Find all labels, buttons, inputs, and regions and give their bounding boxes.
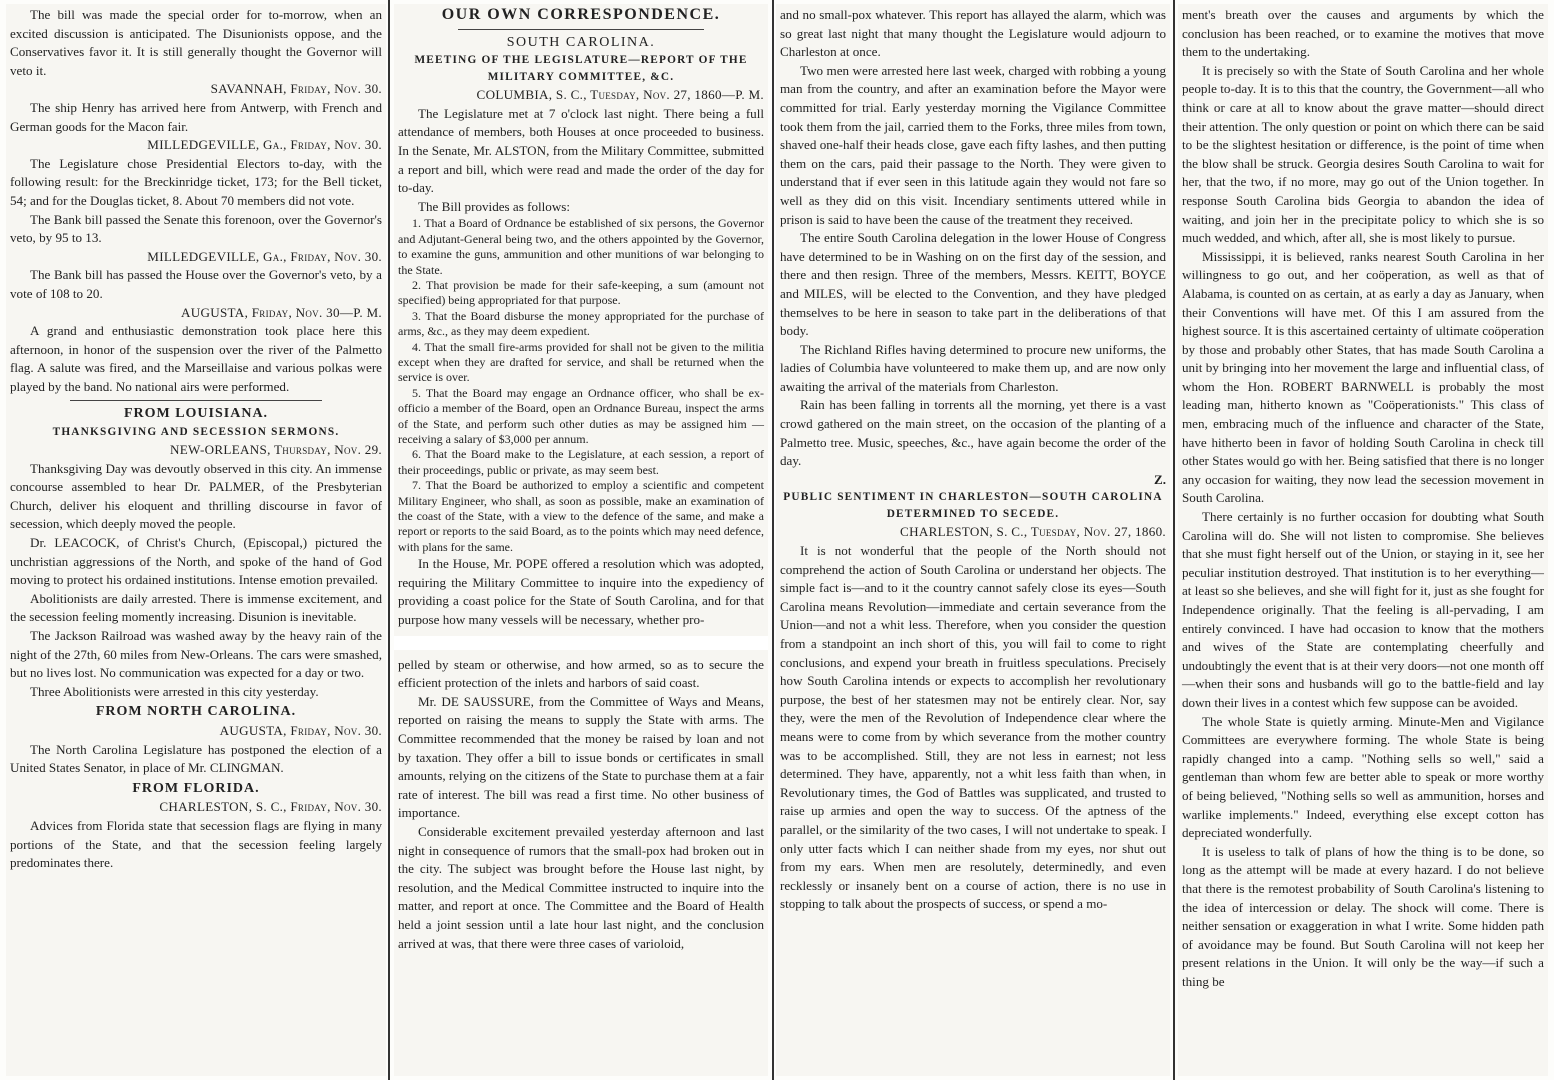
paragraph: The whole State is quietly arming. Minute-Men and Vigilance Committees are everywhere forming. The whole State is being rapidly changed into a camp. "Nothing sells so well," said a gentleman than whom few are better able to speak or more worthy of being believed, "Nothing sells so well as ammunition, horses and warlike implements." Indeed, everything else except cotton has depreciated wonderfully.: [1182, 713, 1544, 841]
paragraph: It is precisely so with the State of South Carolina and her whole people to-day. It is to this that the country, the Government—all who think or care at all to know about the grave matter—should direct their attention. The only question or point on which there can be said to be the slightest hesitation or difference, is the point of time when the blow shall be struck. Georgia desires South Carolina to wait for her, that the two, if no more, may go out of the Union together. In response South Carolina bids Georgia to abandon the idea of waiting, and join her in the precipitate policy to which she is so much wedded, and which, after all, she is most likely to pursue.: [1182, 62, 1544, 246]
paragraph: and no small-pox whatever. This report has allayed the alarm, which was so great last night that many thought the Legislature would adjourn to Charleston at once.: [780, 7, 1166, 60]
paragraph: Three Abolitionists were arrested in this city yesterday.: [30, 683, 319, 699]
paragraph: Considerable excitement prevailed yesterday afternoon and last night in consequence of rumors that the small-pox had broken out in the city. The subject was brought before the House last night, by resolution, and the Medical Committee instructed to inquire into the matter, and report at once. The Committee and the Board of Health held a joint session until a late hour last night, and the conclusion arrived at was, that there were three cases of varioloid,: [398, 824, 764, 951]
paragraph: A grand and enthusiastic demonstration took place here this afternoon, in honor of the suspension over the river of the Palmetto flag. A salute was fired, and the Marseillaise and various polkas were played by the band. No national airs were performed.: [10, 323, 382, 394]
dateline: MILLEDGEVILLE, Ga., Friday, Nov. 30.: [147, 137, 382, 153]
column-rule: [772, 0, 774, 1080]
paragraph: Thanksgiving Day was devoutly observed in this city. An immense concourse assembled to hear Dr. PALMER, of the Presbyterian Church, deliver his eloquent and thrilling discourse in favor of secession, which deeply moved the people.: [10, 460, 382, 532]
paragraph: It is not wonderful that the people of the North should not comprehend the action of South Carolina or understand her objects. The simple fact is—and to it the country cannot safely close its eyes—South Carolina means Revolution—immediate and certain severance from the Union—and not a whit less. Therefore, when you consider the question from a standpoint an inch short of this, you will fail to come to right conclusions, and expend your breath in fruitless speculations. Precisely how South Carolina intends or expects to accomplish her revolutionary purpose, the best of her statesmen may not be entirely clear. Nor, say they, were the men of the Revolution of Independence clear where the means were to come from by which severance from the mother country was to be accomplished. Still, they are not less in earnest; not less determined. They have, apparently, not a whit less faith than when, in Revolutionary times, the God of Battles was supplicated, and trusted to raise up armies and open the way to success. Of the aptness of the parallel, or the similarity of the two cases, I will not undertake to speak. I only utter facts which I can neither shade from my eyes, nor shut out from my ears. When men are resolutely, determinedly, and even recklessly or insanely bent on a course of action, there is no use in stopping to talk about the prospects of success, or spend a mo-: [780, 543, 1166, 912]
paragraph: The Bank bill has passed the House over the Governor's veto, by a vote of 108 to 20.: [10, 267, 382, 301]
paragraph: ment's breath over the causes and arguments by which the conclusion has been reached, or to examine the motives that move them to the undertaking.: [1182, 7, 1544, 60]
dateline: AUGUSTA, Friday, Nov. 30—P. M.: [180, 304, 382, 320]
paragraph: The Bank bill passed the Senate this forenoon, over the Governor's veto, by 95 to 13.: [10, 211, 382, 246]
paragraph: The Jackson Railroad was washed away by the heavy rain of the night of the 27th, 60 miles from New-Orleans. The cars were smashed, but no lives lost. No communication was expected for a day or two.: [10, 628, 382, 681]
section-heading: FROM FLORIDA.: [132, 780, 260, 796]
paragraph: There certainly is no further occasion for doubting what South Carolina will do. She will not listen to compromise. She believes that she must fight herself out of the Union, or staying in it, see her peculiar institution destroyed. That institution is to her everything—at least so she believes, and she will fight for it, just as she fought for Independence originally. That the feeling is all-pervading, I am entirely convinced. I have had occasion to know that the mothers and wives of the State are contemplating cheerfully and undoubtingly the event that is at their very doors—not one month off—when their sons and husbands will go to the battle-field and lay down their lives in a contest which few suppose can be avoided.: [1182, 509, 1544, 710]
paragraph: The Bill provides as follows:: [418, 198, 571, 214]
paragraph: Mississippi, it is believed, ranks nearest South Carolina in her willingness to go out, and her coöperation, as well as that of Alabama, is counted on as certain, at as early a day as January, when their Conventions will have met. Of this I am assured from the highest source. It is this ascertained certainty of ultimate coöperation by those and probably other States, that has made South Carolina a unit by bringing into her movement the large and influential class, of whom the Hon. ROBERT BARNWELL is probably the most leading man, hitherto known as "Coöperationists." This class of men, embracing much of the influence and character of the State, have hitherto been in favor of holding South Carolina in check till other States would go with her. Being satisfied that there is no longer any occasion for waiting, they now lead the secession movement in South Carolina.: [1182, 248, 1544, 506]
section-heading: FROM NORTH CAROLINA.: [95, 704, 297, 720]
column-rule: [388, 0, 390, 1080]
paragraph: It is useless to talk of plans of how the thing is to be done, so long as the attempt will be made at every hazard. I do not believe that there is the remotest probability of South Carolina's listening to the idea of intercession or delay. The shock will come. There is neither sensation or exaggeration in what I write. Some hidden path of avoidance may be found. But South Carolina will not keep her present relations in the Union. It will only be the way—if such a thing be: [1182, 843, 1544, 989]
paragraph: The Legislature chose Presidential Electors to-day, with the following result: for the Breckinridge ticket, 173; for the Bell ticket, 54; and for the Douglas ticket, 8. About 70 members did not vote.: [10, 155, 382, 208]
dateline: CHARLESTON, S. C., Tuesday, Nov. 27, 1860.: [900, 524, 1166, 540]
bill-item: 3. That the Board disburse the money appropriated for the purchase of arms, &c., as they may deem expedient.: [398, 308, 764, 339]
paragraph: Rain has been falling in torrents all the morning, yet there is a vast crowd gathered on the main street, on the occasion of the planting of a Palmetto tree. Music, speeches, &c., have again become the order of the day.: [780, 397, 1166, 469]
paragraph: In the House, Mr. POPE offered a resolution which was adopted, requiring the Military Committee to inquire into the expediency of providing a coast police for the State of South Carolina, and for that purpose how many vessels will be necessary, whether pro-: [398, 556, 764, 628]
bill-item: 6. That the Board make to the Legislature, at each session, a report of their proceedings, public or private, as may seem best.: [398, 447, 764, 477]
subheading: THANKSGIVING AND SECESSION SERMONS.: [52, 426, 340, 439]
paragraph: Mr. DE SAUSSURE, from the Committee of Ways and Means, reported on raising the means to supply the State with arms. The Committee recommended that the money be raised by loan and not by taxation. They offer a bill to issue bonds or certificates in small amounts, relying on the citizens of the State to purchase them at a fair rate of interest. The bill was read a first time. No other business of importance.: [398, 693, 764, 821]
dateline: COLUMBIA, S. C., Tuesday, Nov. 27, 1860—P. M.: [476, 87, 764, 103]
column-2: [394, 4, 768, 1076]
signature: Z.: [1153, 471, 1166, 487]
paragraph: Abolitionists are daily arrested. There is immense excitement, and the secession feeling momently increasing. Disunion is inevitable.: [10, 590, 382, 625]
paragraph: Two men were arrested here last week, charged with robbing a young man from the country, and after an examination before the Mayor were committed for trial. Early yesterday morning the Vigilance Committee took them from the jail, carried them to the Forks, three miles from town, shaved one-half their heads close, gave each fifty lashes, and then putting them on the cars, paid their passage to the North. They were given to understand that if ever seen in this latitude again they would not fare so well as they did on this visit. Incendiary sentiments uttered while in prison is said to have been the cause of the treatment they received.: [780, 62, 1166, 227]
paragraph: Dr. LEACOCK, of Christ's Church, (Episcopal,) pictured the unchristian aggressions of the North, and spoke of the hand of God moving to protect his ordained institutions. Intense emotion prevailed.: [10, 535, 382, 588]
paragraph: Advices from Florida state that secession flags are flying in many portions of the State, and that the secession feeling largely predominates there.: [10, 817, 382, 871]
dateline: AUGUSTA, Friday, Nov. 30.: [219, 722, 382, 738]
bill-item: 7. That the Board be authorized to employ a scientific and competent Military Engineer, who shall, as soon as possible, make an examination of the coast of the State, with a view to the defence of the same, and make a report or reports to the said Board, as to the points which may need defence, with plans for the same.: [398, 478, 764, 554]
section-heading: FROM LOUISIANA.: [123, 406, 269, 422]
paragraph: The Richland Rifles having determined to procure new uniforms, the ladies of Columbia have volunteered to make them up, and are now only awaiting the arrival of the materials from Charleston.: [780, 341, 1166, 394]
paragraph: pelled by steam or otherwise, and how armed, so as to secure the efficient protection of the inlets and harbors of said coast.: [398, 656, 764, 691]
paragraph: The ship Henry has arrived here from Antwerp, with French and German goods for the Macon fair.: [10, 99, 382, 134]
bill-item: 4. That the small fire-arms provided for shall not be given to the militia except when they are drafted for service, and shall be returned when the service is over.: [398, 339, 764, 385]
column-4: [1178, 4, 1548, 1076]
paragraph: The North Carolina Legislature has postponed the election of a United States Senator, in place of Mr. CLINGMAN.: [10, 741, 382, 776]
dateline: CHARLESTON, S. C., Friday, Nov. 30.: [159, 799, 382, 815]
dateline: SAVANNAH, Friday, Nov. 30.: [210, 81, 382, 97]
column-1: [6, 4, 386, 1076]
paragraph: The Legislature met at 7 o'clock last night. There being a full attendance of members, both Houses at once proceeded to business. In the Senate, Mr. ALSTON, from the Military Committee, submitted a report and bill, which were read and made the order of the day for to-day.: [398, 105, 764, 196]
clipping-gap: [394, 636, 768, 650]
column-rule: [1173, 0, 1175, 1080]
column-3: [776, 4, 1170, 1076]
separator: [70, 400, 322, 401]
bill-item: 5. That the Board may engage an Ordnance officer, who shall be ex-officio a member of the Board, open an Ordnance Bureau, inspect the arms of the State, and perform such other duties as may be assigned him —receiving a salary of $3,000 per annum.: [398, 385, 764, 447]
subheading: PUBLIC SENTIMENT IN CHARLESTON—SOUTH CAROLINA DETERMINED TO SECEDE.: [783, 491, 1163, 521]
bill-item: 1. That a Board of Ordnance be established of six persons, the Governor and Adjutant-General being two, and the others appointed by the Governor, to examine the guns, ammunition and other munitions of war belonging to the State.: [398, 216, 764, 277]
state-heading: SOUTH CAROLINA.: [506, 34, 656, 50]
paragraph: The bill was made the special order for to-morrow, when an excited discussion is anticipated. The Disunionists oppose, and the Conservatives favor it. It is still generally thought the Governor will veto it.: [10, 7, 382, 78]
bill-item: 2. That provision be made for their safe-keeping, a sum (amount not specified) being appropriated for that purpose.: [398, 277, 764, 308]
paragraph: The entire South Carolina delegation in the lower House of Congress have determined to be in Washing on on the first day of the session, and there and then resign. Three of the members, Messrs. KEITT, BOYCE and MILES, will be elected to the Convention, and they have pledged themselves to be here in season to take part in the deliberations of that body.: [780, 230, 1166, 339]
dateline: NEW-ORLEANS, Thursday, Nov. 29.: [169, 442, 382, 458]
separator: [458, 29, 704, 30]
dateline: MILLEDGEVILLE, Ga., Friday, Nov. 30.: [147, 248, 382, 264]
section-heading: OUR OWN CORRESPONDENCE.: [441, 6, 721, 23]
subheading: MEETING OF THE LEGISLATURE—REPORT OF THE MILITARY COMMITTEE, &C.: [414, 54, 748, 84]
